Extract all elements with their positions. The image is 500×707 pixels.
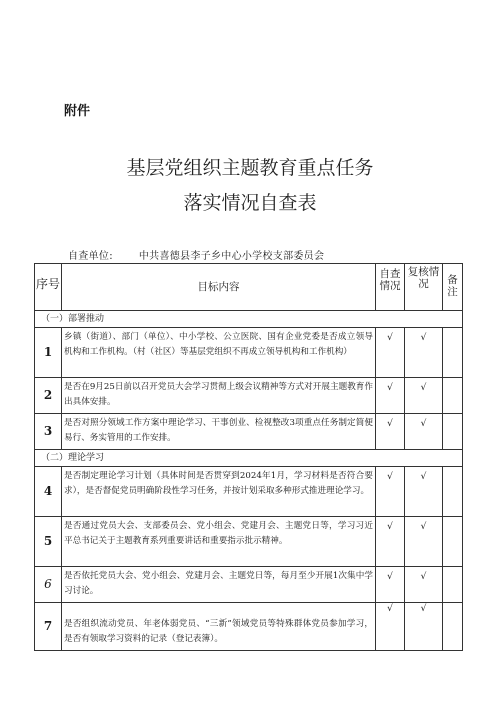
table-header-row	[35, 264, 463, 311]
table-row	[35, 328, 463, 378]
row-number: 5	[35, 517, 62, 567]
section-row	[35, 450, 463, 467]
row-content: 是否通过党员大会、支部委员会、党小组会、党建月会、主题党日等，学习习近平总书记关于主题教育系列重要讲话和重要指示批示精神。	[62, 517, 376, 567]
self-check-mark: √	[376, 414, 405, 450]
row-content: 是否组织流动党员、年老体弱党员、“三新”领域党员等特殊群体党员参加学习，是否有领取学习资料的记录（登记表簿）。	[62, 603, 376, 651]
table-row	[35, 567, 463, 603]
row-content: 是否依托党员大会、党小组会、党建月会、主题党日等，每月至少开展1次集中学习讨论。	[62, 567, 376, 603]
row-number: 7	[35, 603, 62, 651]
table-row	[35, 414, 463, 450]
annex-label: 附件	[64, 104, 91, 119]
header-note: 备注	[443, 264, 463, 311]
self-check-mark: √	[376, 467, 405, 517]
review-check-mark: √	[405, 467, 443, 517]
note-cell	[443, 414, 463, 450]
review-check-mark: √	[405, 328, 443, 378]
self-check-mark: √	[376, 517, 405, 567]
row-content: 是否制定理论学习计划（具体时间是否贯穿到2024年1月，学习材料是否符合要求），是否督促党员明确阶段性学习任务，并按计划采取多种形式推进理论学习。	[62, 467, 376, 517]
header-self-check: 自查情况	[376, 264, 405, 311]
document-title: 基层党组织主题教育重点任务	[126, 157, 374, 179]
note-cell	[443, 328, 463, 378]
self-check-mark: √	[376, 567, 405, 603]
review-check-mark: √	[405, 603, 443, 651]
row-content: 乡镇（街道）、部门（单位）、中小学校、公立医院、国有企业党委是否成立领导机构和工作机构。（村（社区）等基层党组织不再成立领导机构和工作机构）	[62, 328, 376, 378]
header-content: 目标内容	[62, 264, 376, 311]
section-row	[35, 311, 463, 328]
table-row	[35, 467, 463, 517]
document-subtitle: 落实情况自查表	[183, 192, 317, 214]
table-row	[35, 517, 463, 567]
row-content: 是否对照分领域工作方案中理论学习、干事创业、检视整改3项重点任务制定简便易行、务实管用的工作安排。	[62, 414, 376, 450]
note-cell	[443, 603, 463, 651]
row-number: 6	[35, 567, 62, 603]
note-cell	[443, 467, 463, 517]
row-number: 1	[35, 328, 62, 378]
self-check-mark: √	[376, 378, 405, 414]
review-check-mark: √	[405, 517, 443, 567]
unit-line	[68, 247, 324, 262]
row-number: 2	[35, 378, 62, 414]
unit-label: 自查单位:	[68, 251, 113, 262]
note-cell	[443, 567, 463, 603]
review-check-mark: √	[405, 567, 443, 603]
note-cell	[443, 517, 463, 567]
header-seq: 序号	[35, 264, 62, 311]
row-content: 是否在9月25日前以召开党员大会学习贯彻上级会议精神等方式对开展主题教育作出具体安排。	[62, 378, 376, 414]
unit-name: 中共喜德县李子乡中心小学校支部委员会	[138, 251, 325, 262]
self-check-mark: √	[376, 328, 405, 378]
section-title: （一）部署推动	[35, 311, 463, 328]
table-row	[35, 603, 463, 651]
table-row	[35, 378, 463, 414]
self-check-mark: √	[376, 603, 405, 651]
self-check-table	[34, 263, 463, 651]
review-check-mark: √	[405, 414, 443, 450]
section-title: （二）理论学习	[35, 450, 463, 467]
row-number: 3	[35, 414, 62, 450]
note-cell	[443, 378, 463, 414]
review-check-mark: √	[405, 378, 443, 414]
header-review: 复核情况	[405, 264, 443, 311]
row-number: 4	[35, 467, 62, 517]
